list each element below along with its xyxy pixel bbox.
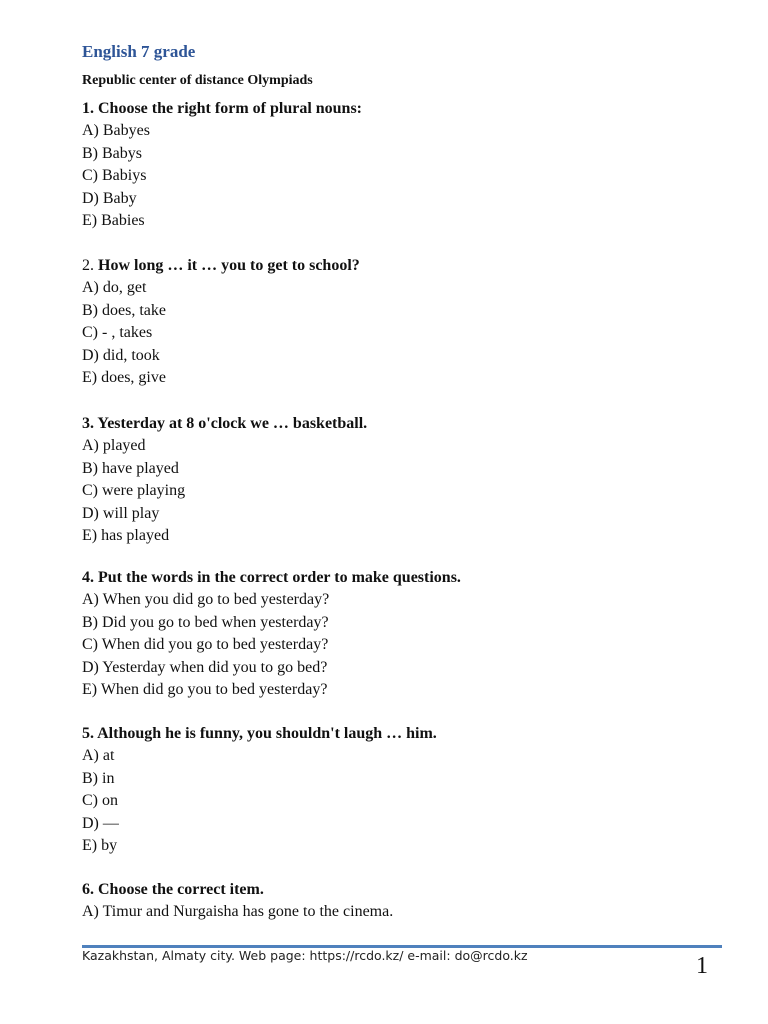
question-text: How long … it … you to get to school?	[94, 257, 360, 274]
option-e: E) Babies	[82, 212, 145, 230]
footer-contact: Kazakhstan, Almaty city. Web page: https://rcdo.kz/ e-mail: do@rcdo.kz	[82, 948, 528, 963]
option-c: C) were playing	[82, 482, 186, 500]
option-c: C) Babiys	[82, 167, 147, 185]
option-d: D) Yesterday when did you to go bed?	[82, 658, 328, 676]
question-title	[82, 255, 360, 277]
option-a: A) played	[82, 437, 146, 454]
option-a: A) Babyes	[82, 122, 150, 139]
option-b: B) Did you go to bed when yesterday?	[82, 613, 329, 631]
question-3	[82, 413, 367, 548]
question-title: 5. Although he is funny, you shouldn't laugh … him.	[82, 725, 437, 742]
option-e: E) does, give	[82, 369, 166, 387]
question-number: 2.	[82, 257, 94, 274]
question-title: 1. Choose the right form of plural nouns:	[82, 100, 363, 117]
question-6	[82, 879, 393, 924]
option-a: A) When you did go to bed yesterday?	[82, 591, 330, 608]
option-d: D) did, took	[82, 346, 160, 364]
option-c: C) - , takes	[82, 324, 153, 342]
option-e: E) When did go you to bed yesterday?	[82, 681, 328, 699]
page-number: 1	[696, 953, 708, 979]
option-b: B) does, take	[82, 301, 166, 319]
option-a: A) do, get	[82, 279, 147, 296]
option-e: E) by	[82, 837, 118, 855]
option-d: D) Baby	[82, 189, 137, 207]
option-a: A) Timur and Nurgaisha has gone to the cinema.	[82, 903, 394, 920]
option-b: B) have played	[82, 459, 179, 477]
option-d: D) will play	[82, 504, 160, 522]
option-d: D) —	[82, 814, 119, 832]
question-5	[82, 723, 437, 858]
page-subtitle: Republic center of distance Olympiads	[82, 73, 313, 88]
question-4	[82, 567, 461, 702]
question-title: 6. Choose the correct item.	[82, 881, 264, 898]
option-b: B) in	[82, 769, 115, 787]
option-c: C) When did you go to bed yesterday?	[82, 636, 329, 654]
option-c: C) on	[82, 792, 118, 810]
question-2	[82, 255, 360, 390]
question-title: 4. Put the words in the correct order to make questions.	[82, 569, 461, 586]
option-b: B) Babys	[82, 144, 142, 162]
option-e: E) has played	[82, 527, 170, 545]
page-title: English 7 grade	[82, 42, 196, 61]
question-title: 3. Yesterday at 8 o'clock we … basketball.	[82, 415, 368, 432]
question-1	[82, 98, 362, 233]
option-a: A) at	[82, 747, 115, 764]
